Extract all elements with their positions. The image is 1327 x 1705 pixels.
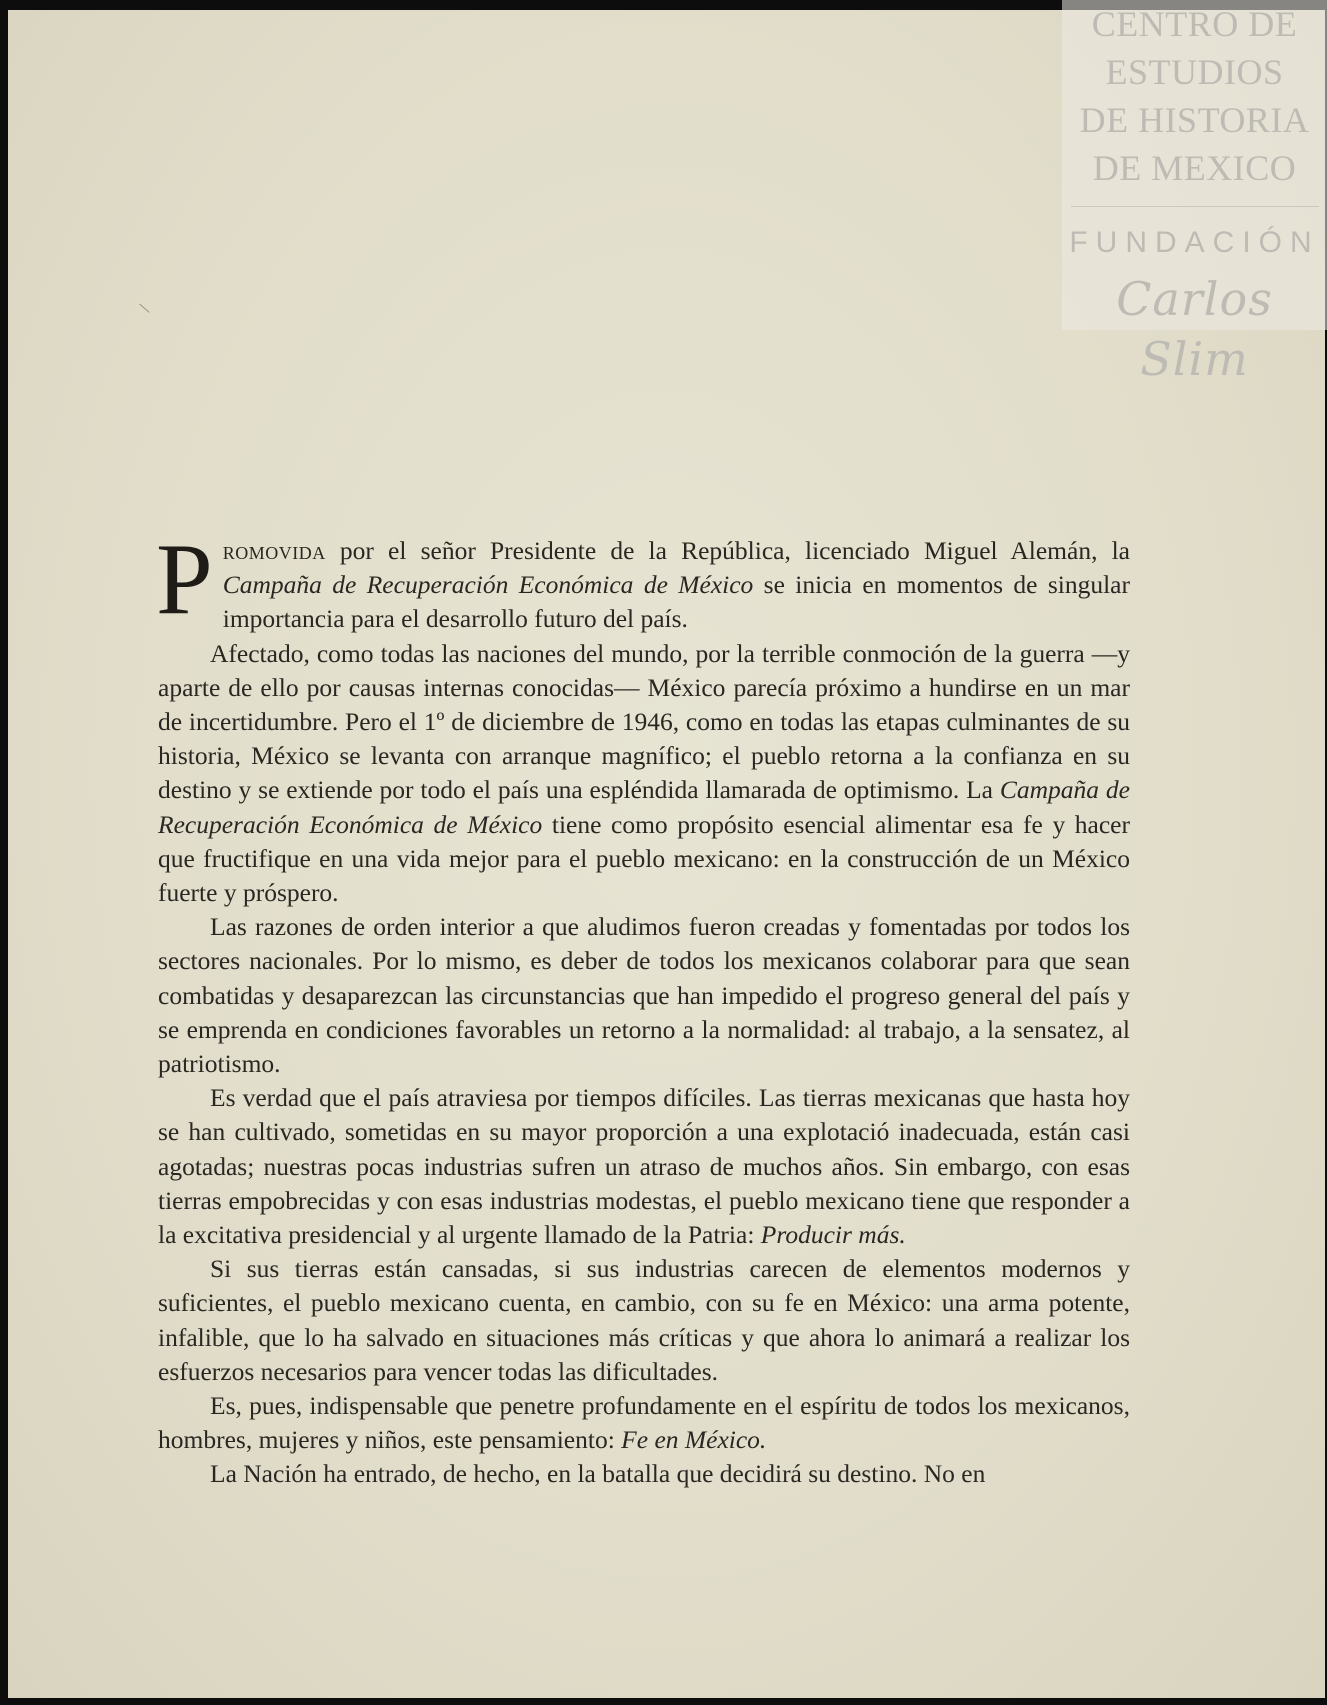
stray-pen-mark: \ [137, 298, 152, 318]
paragraph-2-text-b: tiene como propósito esencial alimentar esa fe y hacer que fructifique en una vida mejor para el pueblo mexicano: en la construcción de un México fuerte y próspero. [158, 809, 1130, 908]
campaign-title: Campaña de Recuperación Económica de México [222, 570, 754, 600]
paragraph-5: Si sus tierras están cansadas, si sus industrias carecen de elementos modernos y suficientes, el pueblo mexicano cuenta, en cambio, con su fe en México: una arma potente, infalible, que lo ha salvado en situaciones más críticas y que ahora lo animará a realizar los esfuerzos necesarios para vencer todas las dificultades. [158, 1254, 1130, 1386]
watermark-divider [1071, 206, 1319, 207]
paragraph-1 [156, 523, 1130, 637]
paragraph-7: La Nación ha entrado, de hecho, en la batalla que decidirá su destino. No en [210, 1459, 986, 1489]
paragraph-4 [158, 1081, 1130, 1252]
paragraph-1-text-b: se inicia en momentos de singular importancia para el desarrollo futuro del país. [222, 570, 1130, 634]
slogan-producir: Producir más. [760, 1220, 906, 1250]
paragraph-2-text-a: Afectado, como todas las naciones del mundo, por la terrible conmoción de la guerra —y aparte de ello por causas internas conocidas— México parecía próximo a hundirse en un mar de incertidumbre. Pero el 1º de diciembre de 1946, como en todas las etapas culminantes de su historia, México se levanta con arranque magnífico; el pueblo retorna a la confianza en su destino y se extiende por todo el país una espléndida llamarada de optimismo. La [158, 638, 1130, 805]
slogan-fe: Fe en México. [621, 1425, 767, 1455]
campaign-title-repeat: Campaña de Recuperación Económica de México [158, 775, 1130, 839]
watermark-line-2: ESTUDIOS [1105, 52, 1284, 92]
document-body [156, 523, 1130, 1492]
watermark-signature: Carlos Slim [1116, 272, 1273, 386]
watermark-line-1: CENTRO DE [1091, 4, 1298, 44]
paragraph-2 [158, 637, 1130, 911]
paragraph-3: Las razones de orden interior a que aludimos fueron creadas y fomentadas por todos los sectores nacionales. Por lo mismo, es deber de todos los mexicanos colaborar para que sean combatidas y desaparezcan las circunstancias que han impedido el progreso general del país y se emprenda en condiciones favorables un retorno a la normalidad: al trabajo, a la sensatez, al patriotismo. [158, 912, 1130, 1079]
watermark-fundacion: FUNDACIÓN [1069, 226, 1320, 259]
institution-watermark [1062, 0, 1327, 386]
watermark-line-4: DE MEXICO [1092, 148, 1297, 188]
drop-cap: P [156, 523, 213, 636]
paragraph-6-text-a: Es, pues, indispensable que penetre profundamente en el espíritu de todos los mexicanos, hombres, mujeres y niños, este pensamiento: [158, 1391, 1130, 1455]
paragraph-1-text-a: por el señor Presidente de la República, licenciado Miguel Alemán, la [325, 536, 1130, 565]
paragraph-6 [158, 1389, 1130, 1457]
opening-word: romovida [222, 536, 326, 565]
watermark-line-3: DE HISTORIA [1079, 100, 1310, 140]
paragraph-4-text-a: Es verdad que el país atraviesa por tiempos difíciles. Las tierras mexicanas que hasta hoy se han cultivado, sometidas en su mayor proporción a una explotació inadecuada, están casi agotadas; nuestras pocas industrias sufren un atraso de muchos años. Sin embargo, con esas tierras empobrecidas y con esas industrias modestas, el pueblo mexicano tiene que responder a la excitativa presidencial y al urgente llamado de la Patria: [158, 1083, 1130, 1250]
